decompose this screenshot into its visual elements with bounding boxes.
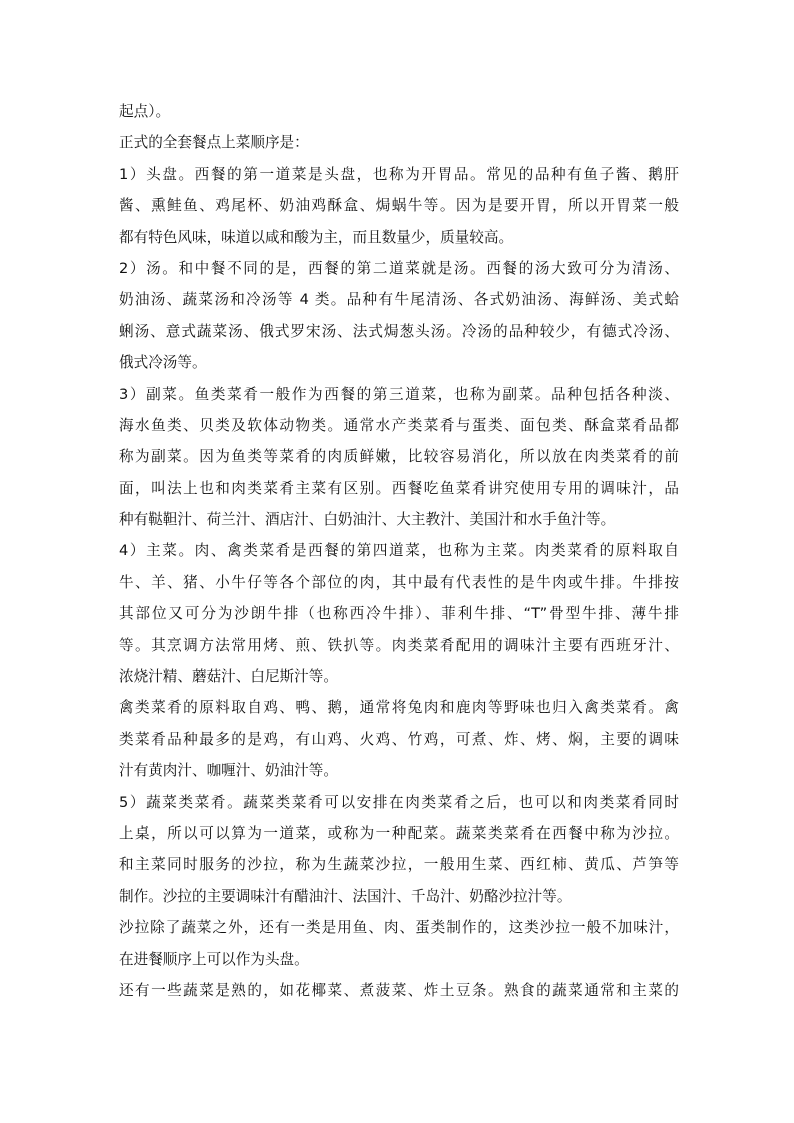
text-line: 等。其烹调方法常用烤、煎、铁扒等。肉类菜肴配用的调味汁主要有西班牙汁、 [119, 636, 679, 654]
text-line: 3）副菜。鱼类菜肴一般作为西餐的第三道菜，也称为副菜。品种包括各种淡、 [119, 385, 679, 403]
text-line: 都有特色风味，味道以咸和酸为主，而且数量少，质量较高。 [119, 228, 514, 246]
text-line: 面，叫法上也和肉类菜肴主菜有区别。西餐吃鱼菜肴讲究使用专用的调味汁，品 [119, 479, 679, 497]
text-line: 酱、熏鲑鱼、鸡尾杯、奶油鸡酥盒、焗蜗牛等。因为是要开胃，所以开胃菜一般 [119, 197, 679, 215]
text-line: 在进餐顺序上可以作为头盘。 [119, 950, 309, 968]
text-line: 种有鞑靼汁、荷兰汁、酒店汁、白奶油汁、大主教汁、美国汁和水手鱼汁等。 [119, 511, 616, 529]
text-line: 沙拉除了蔬菜之外，还有一类是用鱼、肉、蛋类制作的，这类沙拉一般不加味汁， [119, 919, 679, 937]
text-line: 制作。沙拉的主要调味汁有醋油汁、法国汁、千岛汁、奶酪沙拉汁等。 [119, 887, 572, 905]
document-body [119, 96, 679, 1006]
text-line: 称为副菜。因为鱼类等菜肴的肉质鲜嫩，比较容易消化，所以放在肉类菜肴的前 [119, 448, 679, 466]
text-line: 蜊汤、意式蔬菜汤、俄式罗宋汤、法式焗葱头汤。冷汤的品种较少，有德式冷汤、 [119, 322, 679, 340]
text-line: 和主菜同时服务的沙拉，称为生蔬菜沙拉，一般用生菜、西红柿、黄瓜、芦笋等 [119, 856, 679, 874]
text-line: 俄式冷汤等。 [119, 354, 207, 372]
text-line: 1）头盘。西餐的第一道菜是头盘，也称为开胃品。常见的品种有鱼子酱、鹅肝 [119, 165, 679, 183]
text-line: 还有一些蔬菜是熟的，如花椰菜、煮菠菜、炸土豆条。熟食的蔬菜通常和主菜的 [119, 981, 679, 999]
text-line: 奶油汤、蔬菜汤和冷汤等 4 类。品种有牛尾清汤、各式奶油汤、海鲜汤、美式蛤 [119, 291, 679, 309]
text-line: 牛、羊、猪、小牛仔等各个部位的肉，其中最有代表性的是牛肉或牛排。牛排按 [119, 573, 679, 591]
text-line: 5）蔬菜类菜肴。蔬菜类菜肴可以安排在肉类菜肴之后，也可以和肉类菜肴同时 [119, 793, 679, 811]
text-line: 2）汤。和中餐不同的是，西餐的第二道菜就是汤。西餐的汤大致可分为清汤、 [119, 259, 679, 277]
text-line: 正式的全套餐点上菜顺序是： [119, 134, 309, 152]
text-line: 类菜肴品种最多的是鸡，有山鸡、火鸡、竹鸡，可煮、炸、烤、焖，主要的调味 [119, 730, 679, 748]
text-line: 禽类菜肴的原料取自鸡、鸭、鹅，通常将兔肉和鹿肉等野味也归入禽类菜肴。禽 [119, 699, 679, 717]
text-line: 浓烧汁精、蘑菇汁、白尼斯汁等。 [119, 668, 338, 686]
text-line: 4）主菜。肉、禽类菜肴是西餐的第四道菜，也称为主菜。肉类菜肴的原料取自 [119, 542, 679, 560]
text-line: 汁有黄肉汁、咖喱汁、奶油汁等。 [119, 762, 338, 780]
text-line: 其部位又可分为沙朗牛排（也称西冷牛排）、菲利牛排、“T”骨型牛排、薄牛排 [119, 605, 679, 623]
text-line: 上桌，所以可以算为一道菜，或称为一种配菜。蔬菜类菜肴在西餐中称为沙拉。 [119, 824, 679, 842]
text-line: 起点）。 [119, 103, 171, 120]
text-line: 海水鱼类、贝类及软体动物类。通常水产类菜肴与蛋类、面包类、酥盒菜肴品都 [119, 416, 679, 434]
